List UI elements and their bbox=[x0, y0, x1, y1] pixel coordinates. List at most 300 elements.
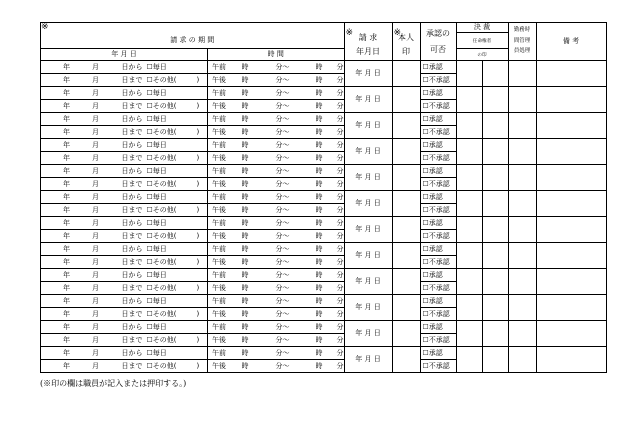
appointer-seal-cell-b[interactable] bbox=[482, 269, 508, 295]
self-seal-cell[interactable] bbox=[392, 217, 420, 243]
month-label: 月 bbox=[92, 218, 99, 227]
approve-cell[interactable] bbox=[420, 87, 456, 100]
start-hour-cell[interactable] bbox=[238, 74, 268, 87]
month-label: 月 bbox=[92, 101, 99, 110]
approve-cell[interactable] bbox=[420, 217, 456, 230]
hour-label: 時 bbox=[315, 257, 323, 266]
start-hour-cell[interactable] bbox=[238, 178, 268, 191]
start-minute-cell[interactable] bbox=[268, 204, 308, 217]
frequency-other-cell[interactable] bbox=[121, 282, 208, 295]
time-column-header: 時 間 bbox=[208, 49, 345, 61]
end-time-cell[interactable] bbox=[308, 204, 345, 217]
end-time-cell[interactable] bbox=[308, 334, 345, 347]
start-hour-cell[interactable] bbox=[238, 334, 268, 347]
hour-label: 時 bbox=[241, 75, 249, 84]
start-period-cell[interactable] bbox=[208, 321, 238, 334]
hour-label: 時 bbox=[241, 296, 249, 305]
start-minute-cell[interactable] bbox=[268, 217, 308, 230]
disapprove-cell[interactable] bbox=[420, 126, 456, 139]
start-minute-cell[interactable] bbox=[268, 308, 308, 321]
self-seal-cell[interactable] bbox=[392, 347, 420, 373]
start-hour-cell[interactable] bbox=[238, 165, 268, 178]
start-hour-cell[interactable] bbox=[238, 269, 268, 282]
end-time-cell[interactable] bbox=[308, 269, 345, 282]
year-label: 年 bbox=[63, 75, 70, 84]
appointer-seal-cell-b[interactable] bbox=[482, 347, 508, 373]
approve-cell[interactable] bbox=[420, 243, 456, 256]
start-minute-cell[interactable] bbox=[268, 113, 308, 126]
daily-checkbox: ☐毎日 bbox=[146, 88, 167, 97]
approve-checkbox: ☐承認 bbox=[422, 114, 443, 123]
start-minute-cell[interactable] bbox=[268, 230, 308, 243]
hour-label: 時 bbox=[241, 218, 249, 227]
work-manager-cell[interactable] bbox=[508, 217, 536, 243]
start-period-cell[interactable] bbox=[208, 61, 238, 74]
daily-checkbox: ☐毎日 bbox=[146, 322, 167, 331]
start-period-cell[interactable] bbox=[208, 165, 238, 178]
end-period-cell[interactable] bbox=[208, 100, 238, 113]
start-period-cell[interactable] bbox=[208, 139, 238, 152]
remarks-cell[interactable] bbox=[536, 61, 606, 87]
request-date-label-2: 年月日 bbox=[356, 46, 380, 56]
hour-label: 時 bbox=[315, 348, 323, 357]
remarks-cell[interactable] bbox=[536, 113, 606, 139]
work-manager-cell[interactable] bbox=[508, 61, 536, 87]
appointer-seal-cell-b[interactable] bbox=[482, 61, 508, 87]
approve-cell[interactable] bbox=[420, 139, 456, 152]
start-minute-cell[interactable] bbox=[268, 100, 308, 113]
end-time-cell[interactable] bbox=[308, 191, 345, 204]
remarks-cell[interactable] bbox=[536, 191, 606, 217]
remarks-cell[interactable] bbox=[536, 139, 606, 165]
approve-cell[interactable] bbox=[420, 61, 456, 74]
frequency-cell[interactable] bbox=[121, 243, 208, 256]
start-minute-cell[interactable] bbox=[268, 165, 308, 178]
pm-label: 午後 bbox=[212, 283, 226, 292]
start-minute-cell[interactable] bbox=[268, 360, 308, 373]
approval-label: 承認の bbox=[426, 28, 450, 38]
work-label-2: 間管理 bbox=[513, 37, 531, 44]
start-period-cell[interactable] bbox=[208, 87, 238, 100]
end-time-cell[interactable] bbox=[308, 113, 345, 126]
year-label: 年 bbox=[63, 361, 70, 370]
disapprove-cell[interactable] bbox=[420, 360, 456, 373]
work-manager-cell[interactable] bbox=[508, 347, 536, 373]
self-seal-cell[interactable] bbox=[392, 139, 420, 165]
frequency-other-cell[interactable] bbox=[121, 126, 208, 139]
start-minute-cell[interactable] bbox=[268, 178, 308, 191]
end-time-cell[interactable] bbox=[308, 139, 345, 152]
frequency-cell[interactable] bbox=[121, 295, 208, 308]
frequency-cell[interactable] bbox=[121, 269, 208, 282]
approve-cell[interactable] bbox=[420, 321, 456, 334]
start-minute-cell[interactable] bbox=[268, 61, 308, 74]
minute-to-label: 分～ bbox=[275, 192, 290, 201]
frequency-cell[interactable] bbox=[121, 139, 208, 152]
remarks-cell[interactable] bbox=[536, 295, 606, 321]
work-manager-cell[interactable] bbox=[508, 139, 536, 165]
appointer-seal-cell-b[interactable] bbox=[482, 87, 508, 113]
appointer-seal-cell-a[interactable] bbox=[456, 139, 482, 165]
day-from-label: 日から bbox=[121, 62, 143, 71]
frequency-cell[interactable] bbox=[121, 61, 208, 74]
year-label: 年 bbox=[63, 101, 70, 110]
appointer-seal-cell-b[interactable] bbox=[482, 165, 508, 191]
month-label: 月 bbox=[92, 257, 99, 266]
start-minute-cell[interactable] bbox=[268, 243, 308, 256]
day-from-label: 日から bbox=[121, 114, 143, 123]
hour-label: 時 bbox=[241, 335, 249, 344]
start-hour-cell[interactable] bbox=[238, 152, 268, 165]
remarks-cell[interactable] bbox=[536, 269, 606, 295]
start-period-cell[interactable] bbox=[208, 347, 238, 360]
end-period-cell[interactable] bbox=[208, 126, 238, 139]
start-hour-cell[interactable] bbox=[238, 217, 268, 230]
appointer-seal-cell-a[interactable] bbox=[456, 191, 482, 217]
hour-label: 時 bbox=[241, 322, 249, 331]
request-date-cell[interactable] bbox=[344, 165, 392, 191]
end-period-cell[interactable] bbox=[208, 360, 238, 373]
appointer-seal-cell-b[interactable] bbox=[482, 113, 508, 139]
end-time-cell[interactable] bbox=[308, 61, 345, 74]
start-hour-cell[interactable] bbox=[238, 256, 268, 269]
remarks-cell[interactable] bbox=[536, 347, 606, 373]
self-seal-cell[interactable] bbox=[392, 165, 420, 191]
approve-checkbox: ☐承認 bbox=[422, 62, 443, 71]
remarks-cell[interactable] bbox=[536, 217, 606, 243]
month-label: 月 bbox=[92, 270, 99, 279]
end-time-cell[interactable] bbox=[308, 87, 345, 100]
pm-label: 午後 bbox=[212, 101, 226, 110]
appointer-seal-cell-b[interactable] bbox=[482, 321, 508, 347]
frequency-other-cell[interactable] bbox=[121, 360, 208, 373]
hour-label: 時 bbox=[315, 322, 323, 331]
disapprove-cell[interactable] bbox=[420, 282, 456, 295]
year-label: 年 bbox=[63, 153, 70, 162]
minute-to-label: 分～ bbox=[275, 101, 290, 110]
daily-checkbox: ☐毎日 bbox=[146, 218, 167, 227]
remarks-cell[interactable] bbox=[536, 165, 606, 191]
start-minute-cell[interactable] bbox=[268, 87, 308, 100]
appointer-seal-cell-a[interactable] bbox=[456, 87, 482, 113]
remarks-cell[interactable] bbox=[536, 321, 606, 347]
request-row-from bbox=[41, 217, 607, 230]
hour-label: 時 bbox=[315, 244, 323, 253]
remarks-cell[interactable] bbox=[536, 87, 606, 113]
start-period-cell[interactable] bbox=[208, 269, 238, 282]
request-date-cell[interactable] bbox=[344, 191, 392, 217]
request-date-header bbox=[344, 23, 392, 61]
request-ymd-label: 年 月 日 bbox=[355, 121, 381, 129]
disapprove-cell[interactable] bbox=[420, 334, 456, 347]
frequency-cell[interactable] bbox=[121, 217, 208, 230]
end-time-cell[interactable] bbox=[308, 347, 345, 360]
approve-cell[interactable] bbox=[420, 165, 456, 178]
approve-cell[interactable] bbox=[420, 269, 456, 282]
appointer-seal-cell-a[interactable] bbox=[456, 347, 482, 373]
request-date-cell[interactable] bbox=[344, 243, 392, 269]
work-manager-cell[interactable] bbox=[508, 269, 536, 295]
start-period-cell[interactable] bbox=[208, 113, 238, 126]
start-minute-cell[interactable] bbox=[268, 334, 308, 347]
self-seal-cell[interactable] bbox=[392, 321, 420, 347]
frequency-other-cell[interactable] bbox=[121, 204, 208, 217]
end-time-cell[interactable] bbox=[308, 152, 345, 165]
end-time-cell[interactable] bbox=[308, 74, 345, 87]
end-period-cell[interactable] bbox=[208, 230, 238, 243]
frequency-cell[interactable] bbox=[121, 191, 208, 204]
footnote: (※印の欄は職員が記入または押印する。) bbox=[40, 379, 187, 388]
frequency-other-cell[interactable] bbox=[121, 256, 208, 269]
start-hour-cell[interactable] bbox=[238, 100, 268, 113]
frequency-cell[interactable] bbox=[121, 87, 208, 100]
start-hour-cell[interactable] bbox=[238, 126, 268, 139]
daily-checkbox: ☐毎日 bbox=[146, 62, 167, 71]
appointer-seal-cell-a[interactable] bbox=[456, 269, 482, 295]
frequency-cell[interactable] bbox=[121, 113, 208, 126]
minute-to-label: 分～ bbox=[275, 322, 290, 331]
day-until-label: 日まで bbox=[121, 231, 143, 240]
hour-label: 時 bbox=[241, 205, 249, 214]
end-time-cell[interactable] bbox=[308, 178, 345, 191]
appointer-seal-cell-a[interactable] bbox=[456, 165, 482, 191]
day-from-label: 日から bbox=[121, 166, 143, 175]
disapprove-cell[interactable] bbox=[420, 204, 456, 217]
appointer-seal-cell-a[interactable] bbox=[456, 217, 482, 243]
start-minute-cell[interactable] bbox=[268, 321, 308, 334]
work-manager-cell[interactable] bbox=[508, 191, 536, 217]
remarks-cell[interactable] bbox=[536, 243, 606, 269]
month-label: 月 bbox=[92, 231, 99, 240]
approve-cell[interactable] bbox=[420, 347, 456, 360]
hour-label: 時 bbox=[241, 179, 249, 188]
appointer-seal-cell-a[interactable] bbox=[456, 243, 482, 269]
request-ymd-label: 年 月 日 bbox=[355, 355, 381, 363]
request-date-cell[interactable] bbox=[344, 269, 392, 295]
work-label-3: 員処理 bbox=[513, 48, 531, 55]
appointer-seal-cell-a[interactable] bbox=[456, 321, 482, 347]
end-period-cell[interactable] bbox=[208, 334, 238, 347]
pm-label: 午後 bbox=[212, 231, 226, 240]
start-period-cell[interactable] bbox=[208, 243, 238, 256]
start-period-cell[interactable] bbox=[208, 295, 238, 308]
pm-label: 午後 bbox=[212, 127, 226, 136]
self-seal-cell[interactable] bbox=[392, 295, 420, 321]
start-minute-cell[interactable] bbox=[268, 152, 308, 165]
start-hour-cell[interactable] bbox=[238, 282, 268, 295]
minute-to-label: 分～ bbox=[275, 218, 290, 227]
month-label: 月 bbox=[92, 283, 99, 292]
disapprove-cell[interactable] bbox=[420, 256, 456, 269]
appointer-seal-cell-a[interactable] bbox=[456, 61, 482, 87]
start-minute-cell[interactable] bbox=[268, 269, 308, 282]
request-date-cell[interactable] bbox=[344, 139, 392, 165]
day-from-label: 日から bbox=[121, 322, 143, 331]
self-seal-cell[interactable] bbox=[392, 191, 420, 217]
end-time-cell[interactable] bbox=[308, 230, 345, 243]
am-label: 午前 bbox=[212, 166, 226, 175]
start-hour-cell[interactable] bbox=[238, 347, 268, 360]
start-hour-cell[interactable] bbox=[238, 61, 268, 74]
end-period-cell[interactable] bbox=[208, 256, 238, 269]
minute-label: 分 bbox=[336, 62, 344, 71]
appointer-seal-cell-b[interactable] bbox=[482, 295, 508, 321]
disapprove-cell[interactable] bbox=[420, 308, 456, 321]
start-minute-cell[interactable] bbox=[268, 282, 308, 295]
hour-label: 時 bbox=[315, 296, 323, 305]
start-hour-cell[interactable] bbox=[238, 191, 268, 204]
start-minute-cell[interactable] bbox=[268, 139, 308, 152]
appointer-seal-cell-b[interactable] bbox=[482, 243, 508, 269]
request-date-cell[interactable] bbox=[344, 295, 392, 321]
start-hour-cell[interactable] bbox=[238, 360, 268, 373]
request-date-cell[interactable] bbox=[344, 321, 392, 347]
start-hour-cell[interactable] bbox=[238, 139, 268, 152]
approve-cell[interactable] bbox=[420, 113, 456, 126]
request-row-from bbox=[41, 113, 607, 126]
other-checkbox: ☐その他( bbox=[146, 231, 177, 240]
disapprove-cell[interactable] bbox=[420, 74, 456, 87]
approve-cell[interactable] bbox=[420, 191, 456, 204]
work-manager-cell[interactable] bbox=[508, 165, 536, 191]
minute-label: 分 bbox=[336, 231, 344, 240]
start-period-cell[interactable] bbox=[208, 191, 238, 204]
start-hour-cell[interactable] bbox=[238, 295, 268, 308]
start-minute-cell[interactable] bbox=[268, 74, 308, 87]
seal-sub-label: の印 bbox=[477, 52, 487, 58]
end-period-cell[interactable] bbox=[208, 282, 238, 295]
start-hour-cell[interactable] bbox=[238, 308, 268, 321]
paren-close: ) bbox=[196, 257, 200, 266]
daily-checkbox: ☐毎日 bbox=[146, 270, 167, 279]
pm-label: 午後 bbox=[212, 205, 226, 214]
end-period-cell[interactable] bbox=[208, 178, 238, 191]
start-hour-cell[interactable] bbox=[238, 87, 268, 100]
start-hour-cell[interactable] bbox=[238, 321, 268, 334]
end-time-cell[interactable] bbox=[308, 321, 345, 334]
end-time-cell[interactable] bbox=[308, 100, 345, 113]
request-row-from bbox=[41, 347, 607, 360]
self-seal-cell[interactable] bbox=[392, 87, 420, 113]
request-date-cell[interactable] bbox=[344, 113, 392, 139]
disapprove-cell[interactable] bbox=[420, 230, 456, 243]
end-period-cell[interactable] bbox=[208, 204, 238, 217]
work-manager-cell[interactable] bbox=[508, 321, 536, 347]
self-seal-cell[interactable] bbox=[392, 113, 420, 139]
month-label: 月 bbox=[92, 205, 99, 214]
end-time-cell[interactable] bbox=[308, 360, 345, 373]
end-period-cell[interactable] bbox=[208, 74, 238, 87]
minute-to-label: 分～ bbox=[275, 114, 290, 123]
pm-label: 午後 bbox=[212, 153, 226, 162]
day-until-label: 日まで bbox=[121, 361, 143, 370]
self-seal-cell[interactable] bbox=[392, 61, 420, 87]
day-from-label: 日から bbox=[121, 296, 143, 305]
start-period-cell[interactable] bbox=[208, 217, 238, 230]
minute-label: 分 bbox=[336, 335, 344, 344]
frequency-cell[interactable] bbox=[121, 321, 208, 334]
approve-checkbox: ☐承認 bbox=[422, 88, 443, 97]
appointer-seal-cell-a[interactable] bbox=[456, 113, 482, 139]
approve-cell[interactable] bbox=[420, 295, 456, 308]
request-ymd-label: 年 月 日 bbox=[355, 277, 381, 285]
frequency-other-cell[interactable] bbox=[121, 334, 208, 347]
start-hour-cell[interactable] bbox=[238, 243, 268, 256]
minute-label: 分 bbox=[336, 166, 344, 175]
minute-to-label: 分～ bbox=[275, 153, 290, 162]
frequency-cell[interactable] bbox=[121, 165, 208, 178]
request-date-cell[interactable] bbox=[344, 61, 392, 87]
work-manager-cell[interactable] bbox=[508, 87, 536, 113]
daily-checkbox: ☐毎日 bbox=[146, 296, 167, 305]
end-time-cell[interactable] bbox=[308, 282, 345, 295]
start-minute-cell[interactable] bbox=[268, 126, 308, 139]
start-hour-cell[interactable] bbox=[238, 230, 268, 243]
year-label: 年 bbox=[63, 322, 70, 331]
start-hour-cell[interactable] bbox=[238, 204, 268, 217]
self-seal-cell[interactable] bbox=[392, 243, 420, 269]
start-hour-cell[interactable] bbox=[238, 113, 268, 126]
start-minute-cell[interactable] bbox=[268, 295, 308, 308]
self-label: 本人 bbox=[398, 32, 414, 42]
request-date-cell[interactable] bbox=[344, 87, 392, 113]
frequency-cell[interactable] bbox=[121, 347, 208, 360]
frequency-other-cell[interactable] bbox=[121, 230, 208, 243]
request-date-cell[interactable] bbox=[344, 217, 392, 243]
request-date-cell[interactable] bbox=[344, 347, 392, 373]
day-from-label: 日から bbox=[121, 192, 143, 201]
appointer-seal-cell-a[interactable] bbox=[456, 295, 482, 321]
end-time-cell[interactable] bbox=[308, 256, 345, 269]
work-manager-cell[interactable] bbox=[508, 113, 536, 139]
disapprove-cell[interactable] bbox=[420, 100, 456, 113]
start-minute-cell[interactable] bbox=[268, 347, 308, 360]
hour-label: 時 bbox=[241, 231, 249, 240]
appointer-seal-cell-b[interactable] bbox=[482, 217, 508, 243]
end-time-cell[interactable] bbox=[308, 295, 345, 308]
end-period-cell[interactable] bbox=[208, 152, 238, 165]
end-time-cell[interactable] bbox=[308, 217, 345, 230]
frequency-other-cell[interactable] bbox=[121, 178, 208, 191]
end-time-cell[interactable] bbox=[308, 126, 345, 139]
hour-label: 時 bbox=[241, 62, 249, 71]
pm-label: 午後 bbox=[212, 257, 226, 266]
end-time-cell[interactable] bbox=[308, 308, 345, 321]
end-time-cell[interactable] bbox=[308, 243, 345, 256]
frequency-other-cell[interactable] bbox=[121, 152, 208, 165]
frequency-other-cell[interactable] bbox=[121, 308, 208, 321]
start-minute-cell[interactable] bbox=[268, 256, 308, 269]
hour-label: 時 bbox=[315, 361, 323, 370]
appointer-seal-cell-b[interactable] bbox=[482, 139, 508, 165]
staff-mark: ※ bbox=[41, 22, 49, 33]
frequency-other-cell[interactable] bbox=[121, 100, 208, 113]
self-seal-cell[interactable] bbox=[392, 269, 420, 295]
disapprove-cell[interactable] bbox=[420, 178, 456, 191]
end-time-cell[interactable] bbox=[308, 165, 345, 178]
disapprove-checkbox: ☐不承認 bbox=[422, 153, 450, 162]
appointer-seal-cell-b[interactable] bbox=[482, 191, 508, 217]
frequency-other-cell[interactable] bbox=[121, 74, 208, 87]
disapprove-cell[interactable] bbox=[420, 152, 456, 165]
end-period-cell[interactable] bbox=[208, 308, 238, 321]
work-manager-cell[interactable] bbox=[508, 295, 536, 321]
year-label: 年 bbox=[63, 244, 70, 253]
start-minute-cell[interactable] bbox=[268, 191, 308, 204]
hour-label: 時 bbox=[315, 335, 323, 344]
paren-close: ) bbox=[196, 283, 200, 292]
work-manager-cell[interactable] bbox=[508, 243, 536, 269]
